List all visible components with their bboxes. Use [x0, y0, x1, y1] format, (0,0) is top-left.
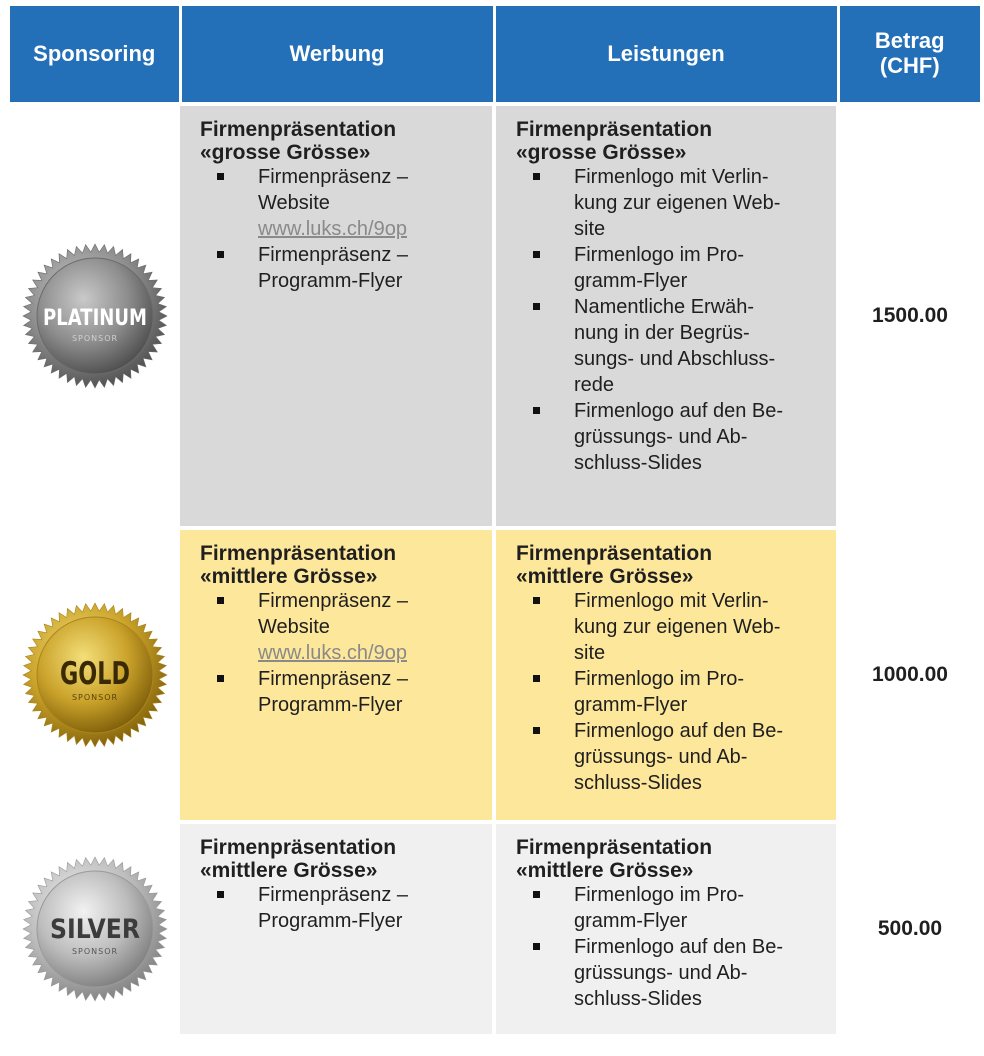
list-item: Firmenpräsenz – Website www.luks.ch/9op: [200, 164, 484, 242]
header-betrag: [838, 6, 980, 104]
seal-cell-gold: [10, 528, 180, 822]
werbung-title: Firmenpräsentation «mittlere Grösse»: [200, 836, 397, 882]
gold-seal-icon: [20, 600, 170, 750]
werbung-cell-gold: [180, 528, 494, 822]
werbung-cell-silver: [180, 822, 494, 1034]
leistungen-title: Firmenpräsentation «mittlere Grösse»: [516, 542, 713, 588]
platinum-seal-icon: [20, 241, 170, 391]
leistungen-cell-silver: [494, 822, 838, 1034]
seal-cell-platinum: [10, 104, 180, 528]
leistungen-cell-platinum: [494, 104, 838, 528]
header-sponsoring: Sponsoring: [10, 6, 180, 104]
header-werbung: Werbung: [180, 6, 494, 104]
header-betrag-line1: Betrag: [874, 28, 945, 54]
seal-cell-silver: [10, 822, 180, 1034]
header-leistungen: Leistungen: [494, 6, 838, 104]
amount-gold: 1000.00: [838, 528, 980, 822]
header-betrag-line2: (CHF): [879, 53, 940, 78]
list-item: Firmenlogo mit Verlin- kung zur eigenen Web- site: [516, 164, 828, 242]
list-item: Namentliche Erwäh- nung in der Begrüs- sungs- und Abschluss- rede: [516, 294, 828, 398]
leistungen-cell-gold: [494, 528, 838, 822]
list-item: Firmenpräsenz – Website www.luks.ch/9op: [200, 588, 484, 666]
werbung-cell-platinum: [180, 104, 494, 528]
list-item: Firmenlogo auf den Be- grüssungs- und Ab- schluss-Slides: [516, 398, 828, 476]
silver-seal-icon: [20, 854, 170, 1004]
svg-text:SPONSOR: SPONSOR: [71, 947, 119, 956]
list-item: Firmenlogo im Pro- gramm-Flyer: [516, 882, 828, 934]
list-item: Firmenlogo im Pro- gramm-Flyer: [516, 666, 828, 718]
leistungen-title: Firmenpräsentation «mittlere Grösse»: [516, 836, 713, 882]
svg-text:GOLD: GOLD: [60, 656, 130, 692]
list-item: Firmenpräsenz – Programm-Flyer: [200, 666, 484, 718]
header-row: [10, 6, 980, 104]
list-item: Firmenlogo auf den Be- grüssungs- und Ab- schluss-Slides: [516, 934, 828, 1012]
amount-platinum: 1500.00: [838, 104, 980, 528]
werbung-title: Firmenpräsentation «mittlere Grösse»: [200, 542, 397, 588]
svg-text:SPONSOR: SPONSOR: [71, 693, 119, 702]
svg-text:SPONSOR: SPONSOR: [71, 334, 119, 343]
list-item: Firmenpräsenz – Programm-Flyer: [200, 882, 484, 934]
row-platinum: [10, 104, 980, 528]
row-gold: [10, 528, 980, 822]
list-item: Firmenlogo im Pro- gramm-Flyer: [516, 242, 828, 294]
list-item: Firmenpräsenz – Programm-Flyer: [200, 242, 484, 294]
list-item: Firmenlogo mit Verlin- kung zur eigenen Web- site: [516, 588, 828, 666]
amount-silver: 500.00: [838, 822, 980, 1034]
werbung-title: Firmenpräsentation «grosse Grösse»: [200, 118, 397, 164]
website-link[interactable]: www.luks.ch/9op: [258, 642, 407, 664]
website-link[interactable]: www.luks.ch/9op: [258, 218, 407, 240]
sponsoring-table: [10, 6, 980, 1034]
list-item: Firmenlogo auf den Be- grüssungs- und Ab- schluss-Slides: [516, 718, 828, 796]
row-silver: [10, 822, 980, 1034]
leistungen-title: Firmenpräsentation «grosse Grösse»: [516, 118, 713, 164]
svg-text:PLATINUM: PLATINUM: [43, 306, 147, 331]
svg-text:SILVER: SILVER: [50, 914, 141, 945]
